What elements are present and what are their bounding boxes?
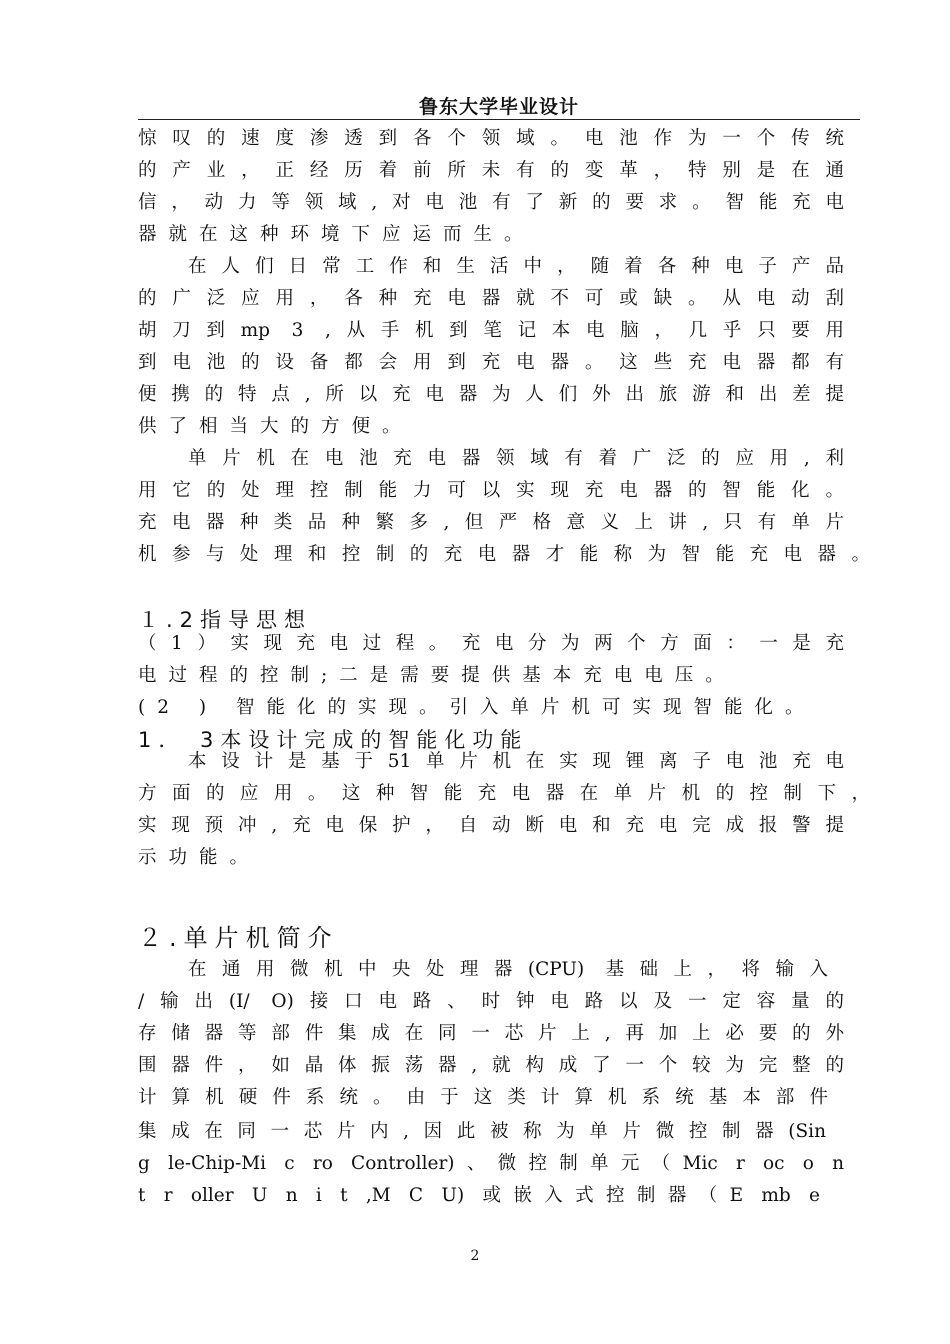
text-line: 的广泛应用，各种充电器就不可或缺。从电动刮 bbox=[138, 288, 844, 309]
text-line: 围器件，如晶体振荡器,就构成了一个较为完整的 bbox=[138, 1055, 844, 1076]
section-heading-1-3: 1． 3本设计完成的智能化功能 bbox=[138, 728, 529, 752]
list-item: （1）实现充电过程。充电分为两个方面：一是充 bbox=[138, 633, 844, 654]
paragraph-first-line: 在通用微机中央处理器(CPU) 基础上，将输入 bbox=[188, 959, 828, 980]
text-line: 存储器等部件集成在同一芯片上,再加上必要的外 bbox=[138, 1023, 844, 1044]
text-line: 到电池的设备都会用到充电器。这些充电器都有 bbox=[138, 352, 844, 373]
text-line: 惊叹的速度渗透到各个领域。电池作为一个传统 bbox=[138, 128, 844, 149]
text-line: 充电器种类品种繁多,但严格意义上讲,只有单片 bbox=[138, 512, 844, 533]
paragraph-first-line: 单片机在电池充电器领域有着广泛的应用,利 bbox=[188, 448, 844, 469]
text-line: 集成在同一芯片内,因此被称为单片微控制器(Sin bbox=[138, 1121, 826, 1142]
chapter-heading-2: ２.单片机简介 bbox=[138, 924, 339, 952]
header-rule bbox=[138, 119, 860, 120]
text-line: 实现预冲,充电保护，自动断电和充电完成报警提 bbox=[138, 815, 844, 836]
paragraph-first-line: 在人们日常工作和生活中，随着各种电子产品 bbox=[188, 256, 844, 277]
text-line: 的产业，正经历着前所未有的变革，特别是在通 bbox=[138, 160, 844, 181]
text-line: 便携的特点,所以充电器为人们外出旅游和出差提 bbox=[138, 384, 844, 405]
text-line: 胡刀到mp 3 ,从手机到笔记本电脑，几乎只要用 bbox=[138, 320, 844, 341]
text-line: 器就在这种环境下应运而生。 bbox=[138, 224, 535, 245]
text-line: 用它的处理控制能力可以实现充电器的智能化。 bbox=[138, 480, 844, 501]
list-item: (2 ) 智能化的实现。引入单片机可实现智能化。 bbox=[138, 697, 816, 718]
list-item-continuation: 电过程的控制;二是需要提供基本充电电压。 bbox=[138, 665, 736, 686]
text-line: 信，动力等领域,对电池有了新的要求。智能充电 bbox=[138, 192, 844, 213]
text-line: 计算机硬件系统。由于这类计算机系统基本部件 bbox=[138, 1087, 828, 1108]
text-line: 供了相当大的方便。 bbox=[138, 416, 413, 437]
text-line: 示功能。 bbox=[138, 847, 261, 868]
text-line: 方面的应用。这种智能充电器在单片机的控制下， bbox=[138, 783, 870, 804]
text-line: t r oller U n i t ,M C U) 或嵌入式控制器（E mb e bbox=[138, 1185, 820, 1206]
page-header-title: 鲁东大学毕业设计 bbox=[418, 96, 579, 118]
text-line: /输出(I/ O)接口电路、时钟电路以及一定容量的 bbox=[138, 991, 844, 1012]
section-heading-1-2: １.2指导思想 bbox=[138, 608, 313, 632]
page-number: 2 bbox=[470, 1248, 480, 1264]
text-line: 机参与处理和控制的充电器才能称为智能充电器。 bbox=[138, 544, 870, 565]
paragraph-first-line: 本设计是基于51单片机在实现锂离子电池充电 bbox=[188, 751, 844, 772]
text-line: g le-Chip-Mi c ro Controller)、微控制单元（Mic r oc o n bbox=[138, 1153, 844, 1174]
